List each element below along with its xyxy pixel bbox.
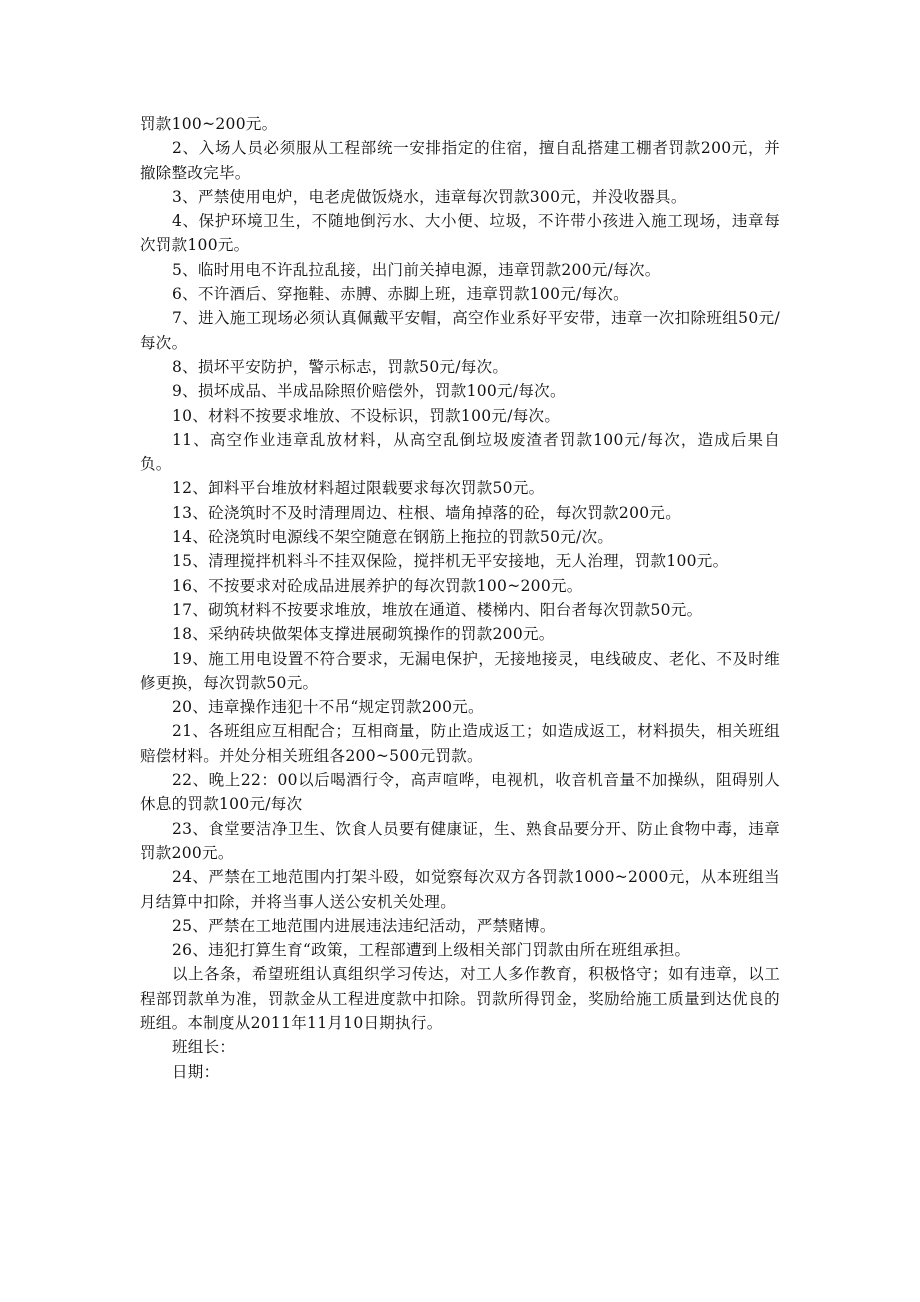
- rule-23: 23、食堂要洁净卫生、饮食人员要有健康证，生、熟食品要分开、防止食物中毒，违章罚款200元。: [140, 819, 780, 862]
- rule-21: 21、各班组应互相配合；互相商量，防止造成返工；如造成返工，材料损失，相关班组赔偿材料。并处分相关班组各200~500元罚款。: [140, 722, 780, 765]
- closing-paragraph: 以上各条，希望班组认真组织学习传达，对工人多作教育，积极恪守；如有违章，以工程部罚款单为准，罚款金从工程进度款中扣除。罚款所得罚金，奖励给施工质量到达优良的班组。本制度从2011年11月10日期执行。: [140, 965, 780, 1032]
- rule-8: 8、损坏平安防护，警示标志，罚款50元/每次。: [172, 357, 509, 376]
- rule-13: 13、砼浇筑时不及时清理周边、柱根、墙角掉落的砼，每次罚款200元。: [172, 503, 682, 522]
- rule-10: 10、材料不按要求堆放、不设标识，罚款100元/每次。: [172, 406, 561, 425]
- rule-6: 6、不许酒后、穿拖鞋、赤膊、赤脚上班，违章罚款100元/每次。: [172, 285, 629, 304]
- rule-16: 16、不按要求对砼成品进展养护的每次罚款100~200元。: [172, 576, 583, 595]
- rule-14: 14、砼浇筑时电源线不架空随意在钢筋上拖拉的罚款50元/次。: [172, 528, 614, 547]
- rule-3: 3、严禁使用电炉，电老虎做饭烧水，违章每次罚款300元，并没收器具。: [172, 187, 687, 206]
- rule-2: 2、入场人员必须服从工程部统一安排指定的住宿，擅自乱搭建工棚者罚款200元，并撤除整改完毕。: [140, 139, 780, 182]
- rule-4: 4、保护环境卫生，不随地倒污水、大小便、垃圾，不许带小孩进入施工现场，违章每次罚款100元。: [140, 212, 780, 255]
- rule-25: 25、严禁在工地范围内进展违法违纪活动，严禁赌博。: [172, 916, 556, 935]
- date-line: 日期：: [172, 1062, 220, 1081]
- rule-22: 22、晚上22：00以后喝酒行令，高声喧哗，电视机，收音机音量不加操纵，阻碍别人休息的罚款100元/每次: [140, 771, 780, 814]
- rule-24: 24、严禁在工地范围内打架斗殴，如觉察每次双方各罚款1000~2000元，从本班组当月结算中扣除，并将当事人送公安机关处理。: [140, 868, 780, 911]
- rule-15: 15、清理搅拌机料斗不挂双保险，搅拌机无平安接地，无人治理，罚款100元。: [172, 552, 729, 571]
- rule-19: 19、施工用电设置不符合要求，无漏电保护，无接地接灵，电线破皮、老化、不及时维修更换，每次罚款50元。: [140, 649, 780, 692]
- team-leader-signature-line: 班组长：: [172, 1038, 236, 1057]
- document-body: [140, 112, 780, 1084]
- rule-5: 5、临时用电不许乱拉乱接，出门前关掉电源，违章罚款200元/每次。: [172, 260, 661, 279]
- rule-17: 17、砌筑材料不按要求堆放，堆放在通道、楼梯内、阳台者每次罚款50元。: [172, 600, 703, 619]
- rule-11: 11、高空作业违章乱放材料，从高空乱倒垃圾废渣者罚款100元/每次，造成后果自负。: [140, 430, 780, 474]
- paragraph-1-continuation: 罚款100~200元。: [140, 115, 278, 133]
- rule-12: 12、卸料平台堆放材料超过限载要求每次罚款50元。: [172, 479, 545, 498]
- rule-7: 7、进入施工现场必须认真佩戴平安帽，高空作业系好平安带，违章一次扣除班组50元/每次。: [140, 309, 780, 352]
- rule-26: 26、违犯打算生育“政策，工程部遭到上级相关部门罚款由所在班组承担。: [172, 941, 691, 960]
- rule-20: 20、违章操作违犯十不吊“规定罚款200元。: [172, 698, 484, 717]
- rule-18: 18、采纳砖块做架体支撑进展砌筑操作的罚款200元。: [172, 625, 555, 644]
- rule-9: 9、损坏成品、半成品除照价赔偿外，罚款100元/每次。: [172, 382, 566, 401]
